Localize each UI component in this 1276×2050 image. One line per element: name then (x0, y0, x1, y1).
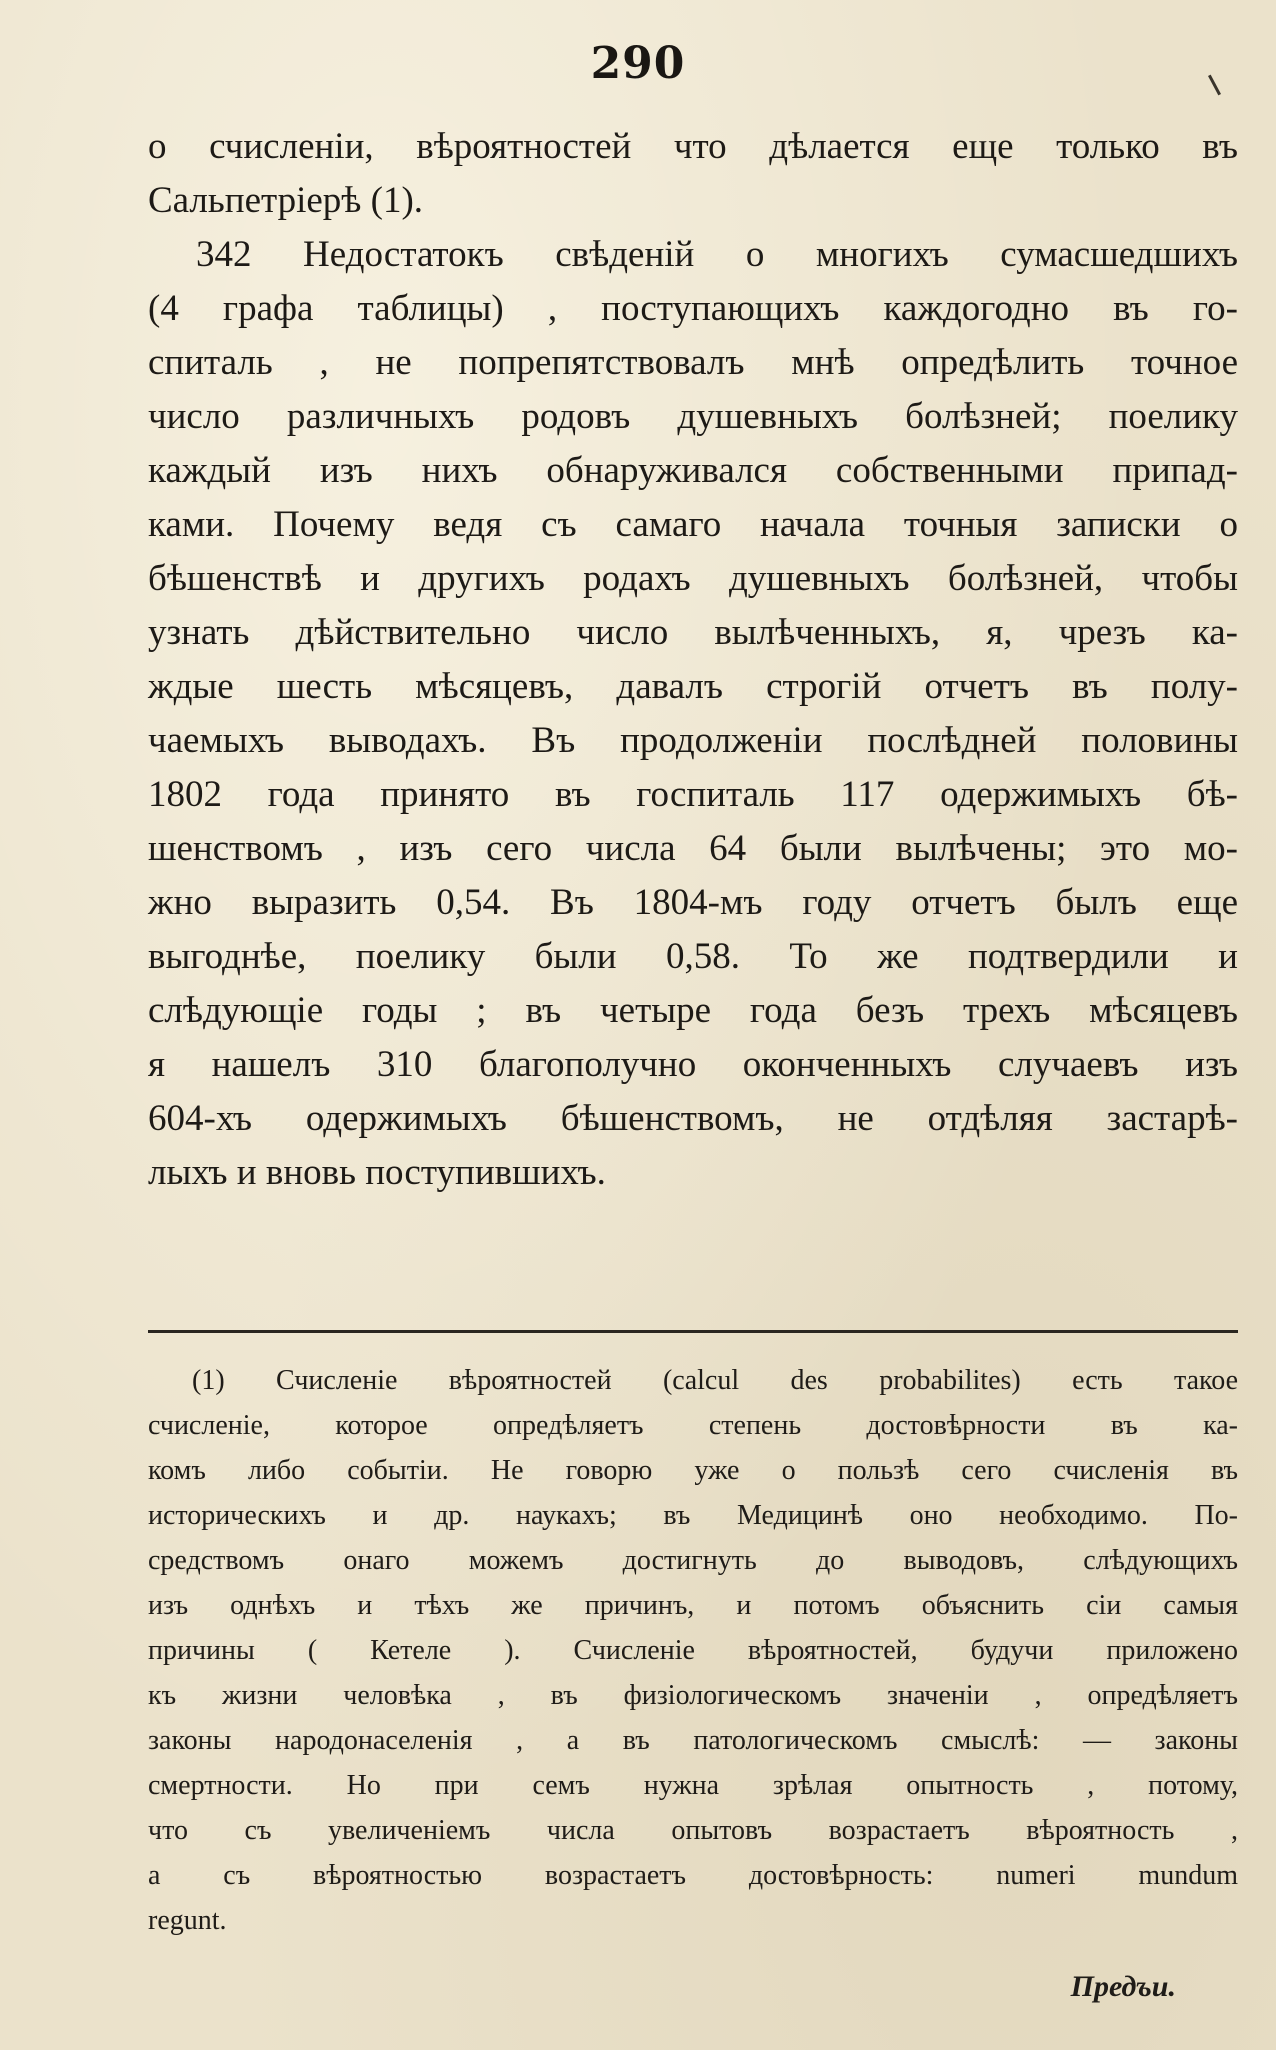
footnote-line: regunt. (148, 1905, 227, 1936)
footnote-line: комъ либо событіи. Не говорю уже о пользѣ сего счисленія въ (148, 1455, 1238, 1486)
body-line: 1802 года принято въ госпиталь 117 одержимыхъ бѣ- (148, 774, 1238, 815)
body-line: лыхъ и вновь поступившихъ. (148, 1152, 606, 1193)
body-line: спиталь , не попрепятствовалъ мнѣ опредѣлить точное (148, 342, 1238, 383)
body-line: о счисленіи, вѣроятностей что дѣлается еще только въ (148, 126, 1238, 167)
body-line: бѣшенствѣ и другихъ родахъ душевныхъ болѣзней, чтобы (148, 558, 1238, 599)
body-line: чаемыхъ выводахъ. Въ продолженіи послѣдней половины (148, 720, 1238, 761)
body-text (148, 120, 1238, 1200)
footnote (148, 1358, 1238, 1943)
body-line: ками. Почему ведя съ самаго начала точныя записки о (148, 504, 1238, 545)
footnote-line: средствомъ онаго можемъ достигнуть до выводовъ, слѣдующихъ (148, 1545, 1238, 1576)
footnote-line: а съ вѣроятностью возрастаетъ достовѣрность: numeri mundum (148, 1860, 1238, 1891)
footnote-line: изъ однѣхъ и тѣхъ же причинъ, и потомъ объяснить сіи самыя (148, 1590, 1238, 1621)
body-line: 604-хъ одержимыхъ бѣшенствомъ, не отдѣляя застарѣ- (148, 1098, 1238, 1139)
footnote-line: историческихъ и др. наукахъ; въ Медицинѣ оно необходимо. По- (148, 1500, 1238, 1531)
page-number: 290 (590, 38, 686, 89)
body-line: жно выразить 0,54. Въ 1804-мъ году отчетъ былъ еще (148, 882, 1238, 923)
footnote-line: (1) Счисленіе вѣроятностей (calcul des probabilites) есть такое (192, 1365, 1238, 1396)
footnote-line: причины ( Кетеле ). Счисленіе вѣроятностей, будучи приложено (148, 1635, 1238, 1666)
footnote-line: что съ увеличеніемъ числа опытовъ возрастаетъ вѣроятность , (148, 1815, 1238, 1846)
body-line: я нашелъ 310 благополучно оконченныхъ случаевъ изъ (148, 1044, 1238, 1085)
footnote-line: законы народонаселенія , а въ патологическомъ смыслѣ: — законы (148, 1725, 1238, 1756)
footnote-separator-rule (148, 1330, 1238, 1333)
body-line: 342 Недостатокъ свѣденій о многихъ сумасшедшихъ (196, 234, 1238, 275)
body-line: число различныхъ родовъ душевныхъ болѣзней; поелику (148, 396, 1238, 437)
catchword: Предъи. (1070, 1970, 1176, 2003)
body-line: узнать дѣйствительно число вылѣченныхъ, я, чрезъ ка- (148, 612, 1238, 653)
body-line: Сальпетріерѣ (1). (148, 180, 424, 221)
footnote-line: къ жизни человѣка , въ физіологическомъ значеніи , опредѣляетъ (148, 1680, 1238, 1711)
body-line: шенствомъ , изъ сего числа 64 были вылѣчены; это мо- (148, 828, 1238, 869)
body-line: выгоднѣе, поелику были 0,58. То же подтвердили и (148, 936, 1238, 977)
footnote-line: смертности. Но при семъ нужна зрѣлая опытность , потому, (148, 1770, 1238, 1801)
body-line: ждые шесть мѣсяцевъ, давалъ строгій отчетъ въ полу- (148, 666, 1238, 707)
body-line: каждый изъ нихъ обнаруживался собственными припад- (148, 450, 1238, 491)
body-line: (4 графа таблицы) , поступающихъ каждогодно въ го- (148, 288, 1238, 329)
footnote-line: счисленіе, которое опредѣляетъ степень достовѣрности въ ка- (148, 1410, 1238, 1441)
body-line: слѣдующіе годы ; въ четыре года безъ трехъ мѣсяцевъ (148, 990, 1238, 1031)
